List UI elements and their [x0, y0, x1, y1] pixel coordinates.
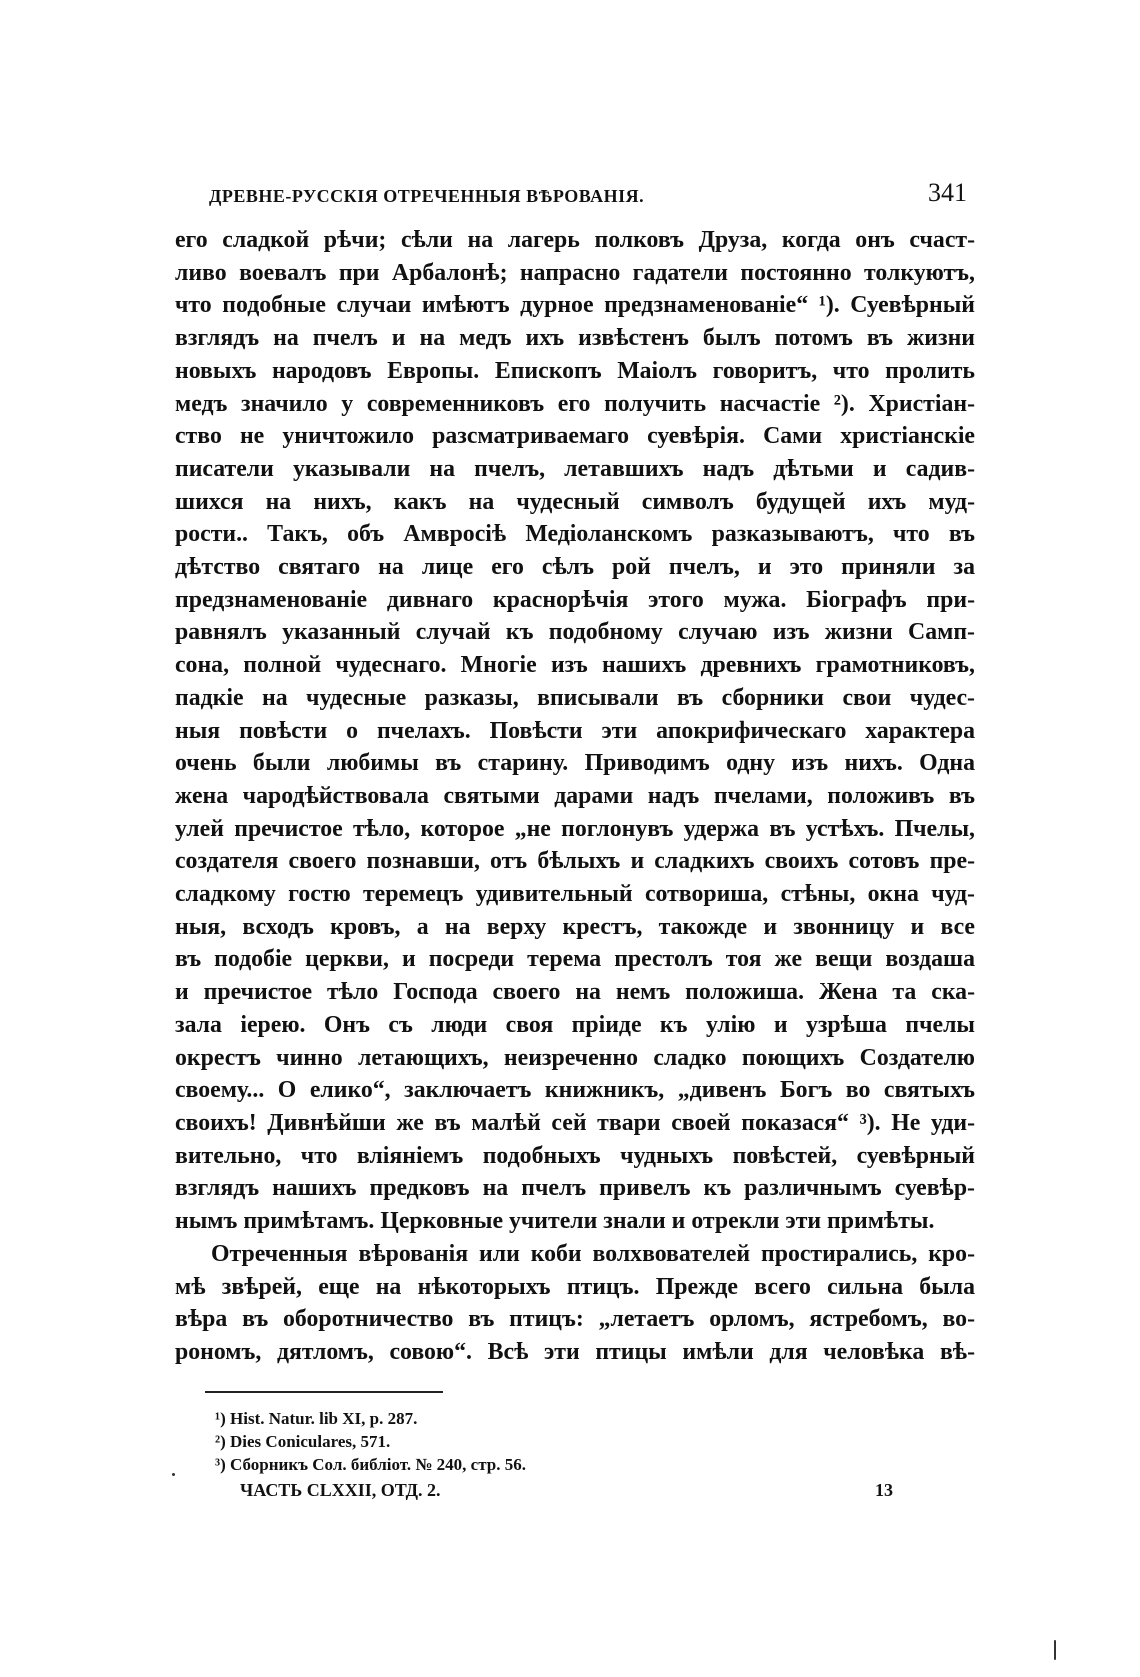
text-line: предзнаменованіе дивнаго краснорѣчія этого мужа. Біографъ при- — [175, 586, 975, 613]
text-line: Отреченныя вѣрованія или коби волхвователей простирались, кро- — [211, 1240, 975, 1267]
text-line: своему... О елико“, заключаетъ книжникъ, „дивенъ Богъ во святыхъ — [175, 1077, 975, 1104]
text-line: новыхъ народовъ Европы. Епископъ Маіолъ говоритъ, что пролить — [175, 357, 975, 384]
text-line: окрестъ чинно летающихъ, неизреченно сладко поющихъ Создателю — [175, 1044, 975, 1071]
text-line: равнялъ указанный случай къ подобному случаю изъ жизни Самп- — [175, 619, 975, 646]
text-line: ство не уничтожило разсматриваемаго суевѣрія. Сами христіанскіе — [175, 423, 975, 450]
text-line: его сладкой рѣчи; сѣли на лагерь полковъ Друза, когда онъ счаст- — [175, 227, 975, 253]
text-line: зала іерею. Онъ съ люди своя пріиде къ улію и узрѣша пчелы — [175, 1011, 975, 1038]
text-line: создателя своего познавши, отъ бѣлыхъ и сладкихъ своихъ сотовъ пре- — [175, 848, 975, 875]
text-line: и пречистое тѣло Господа своего на немъ положиша. Жена та ска- — [175, 979, 975, 1006]
text-line: ныя, всходъ кровъ, а на верху крестъ, такожде и звонницу и все — [175, 913, 975, 940]
text-line: мѣ звѣрей, еще на нѣкоторыхъ птицъ. Прежде всего сильна была — [175, 1273, 975, 1300]
text-line: медъ значило у современниковъ его получить насчастіе ²). Христіан- — [175, 390, 975, 417]
text-line: своихъ! Дивнѣйши же въ малѣй сей твари своей показася“ ³). Не уди- — [175, 1109, 975, 1136]
footnote-2: ²) Dies Coniculares, 571. — [215, 1431, 391, 1451]
text-line: въ подобіе церкви, и посреди терема престолъ тоя же вещи воздаша — [175, 946, 975, 973]
text-line: ливо воевалъ при Арбалонѣ; напрасно гадатели постоянно толкуютъ, — [175, 259, 975, 286]
signature-part: ЧАСТЬ CLXXII, ОТД. 2. — [240, 1479, 441, 1500]
text-line: вительно, что вліяніемъ подобныхъ чудныхъ повѣстей, суевѣрный — [175, 1142, 975, 1169]
scan-speck — [172, 1473, 175, 1476]
body-paragraph-1 — [175, 224, 975, 1238]
signature-sheet-number: 13 — [875, 1479, 893, 1500]
text-line: сладкому гостю теремецъ удивительный сотвориша, стѣны, окна чуд- — [175, 881, 975, 908]
text-line: рономъ, дятломъ, совою“. Всѣ эти птицы имѣли для человѣка вѣ- — [175, 1338, 975, 1365]
text-line: дѣтство святаго на лице его сѣлъ рой пчелъ, и это приняли за — [175, 554, 975, 581]
book-page — [175, 178, 975, 1510]
running-title: ДРЕВНЕ-РУССКІЯ ОТРЕЧЕННЫЯ ВѢРОВАНІЯ. — [209, 186, 645, 206]
footnote-1: ¹) Hist. Natur. lib XI, p. 287. — [215, 1408, 418, 1428]
signature-line — [175, 1480, 975, 1510]
text-line: улей пречистое тѣло, которое „не поглонувъ удержа въ устѣхъ. Пчелы, — [175, 815, 975, 842]
scan-speck — [1054, 1640, 1056, 1660]
text-line: жена чародѣйствовала святыми дарами надъ пчелами, положивъ въ — [175, 782, 975, 809]
text-line: ныя повѣсти о пчелахъ. Повѣсти эти апокрифическаго характера — [175, 717, 975, 744]
text-line: сона, полной чудеснаго. Многіе изъ нашихъ древнихъ грамотниковъ, — [175, 652, 975, 679]
footnote-3: ³) Сборникъ Сол. библіот. № 240, стр. 56. — [215, 1454, 526, 1474]
text-line: нымъ примѣтамъ. Церковные учители знали и отрекли эти примѣты. — [175, 1208, 935, 1235]
footnotes — [215, 1407, 975, 1476]
running-head — [175, 178, 975, 218]
text-line: шихся на нихъ, какъ на чудесный символъ будущей ихъ муд- — [175, 488, 975, 515]
footnote-divider — [205, 1391, 443, 1393]
text-line: что подобные случаи имѣютъ дурное предзнаменованіе“ ¹). Суевѣрный — [175, 292, 975, 319]
text-line: очень были любимы въ старину. Приводимъ одну изъ нихъ. Одна — [175, 750, 975, 777]
page-number: 341 — [928, 178, 967, 207]
text-line: вѣра въ оборотничество въ птицъ: „летаетъ орломъ, ястребомъ, во- — [175, 1306, 975, 1333]
text-line: падкіе на чудесные разказы, вписывали въ сборники свои чудес- — [175, 684, 975, 711]
text-line: взглядъ на пчелъ и на медъ ихъ извѣстенъ былъ потомъ въ жизни — [175, 325, 975, 352]
body-paragraph-2 — [175, 1238, 975, 1369]
text-line: взглядъ нашихъ предковъ на пчелъ привелъ къ различнымъ суевѣр- — [175, 1175, 975, 1202]
text-line: писатели указывали на пчелъ, летавшихъ надъ дѣтьми и садив- — [175, 455, 975, 482]
text-line: рости.. Такъ, объ Амвросіѣ Медіоланскомъ разказываютъ, что въ — [175, 521, 975, 548]
